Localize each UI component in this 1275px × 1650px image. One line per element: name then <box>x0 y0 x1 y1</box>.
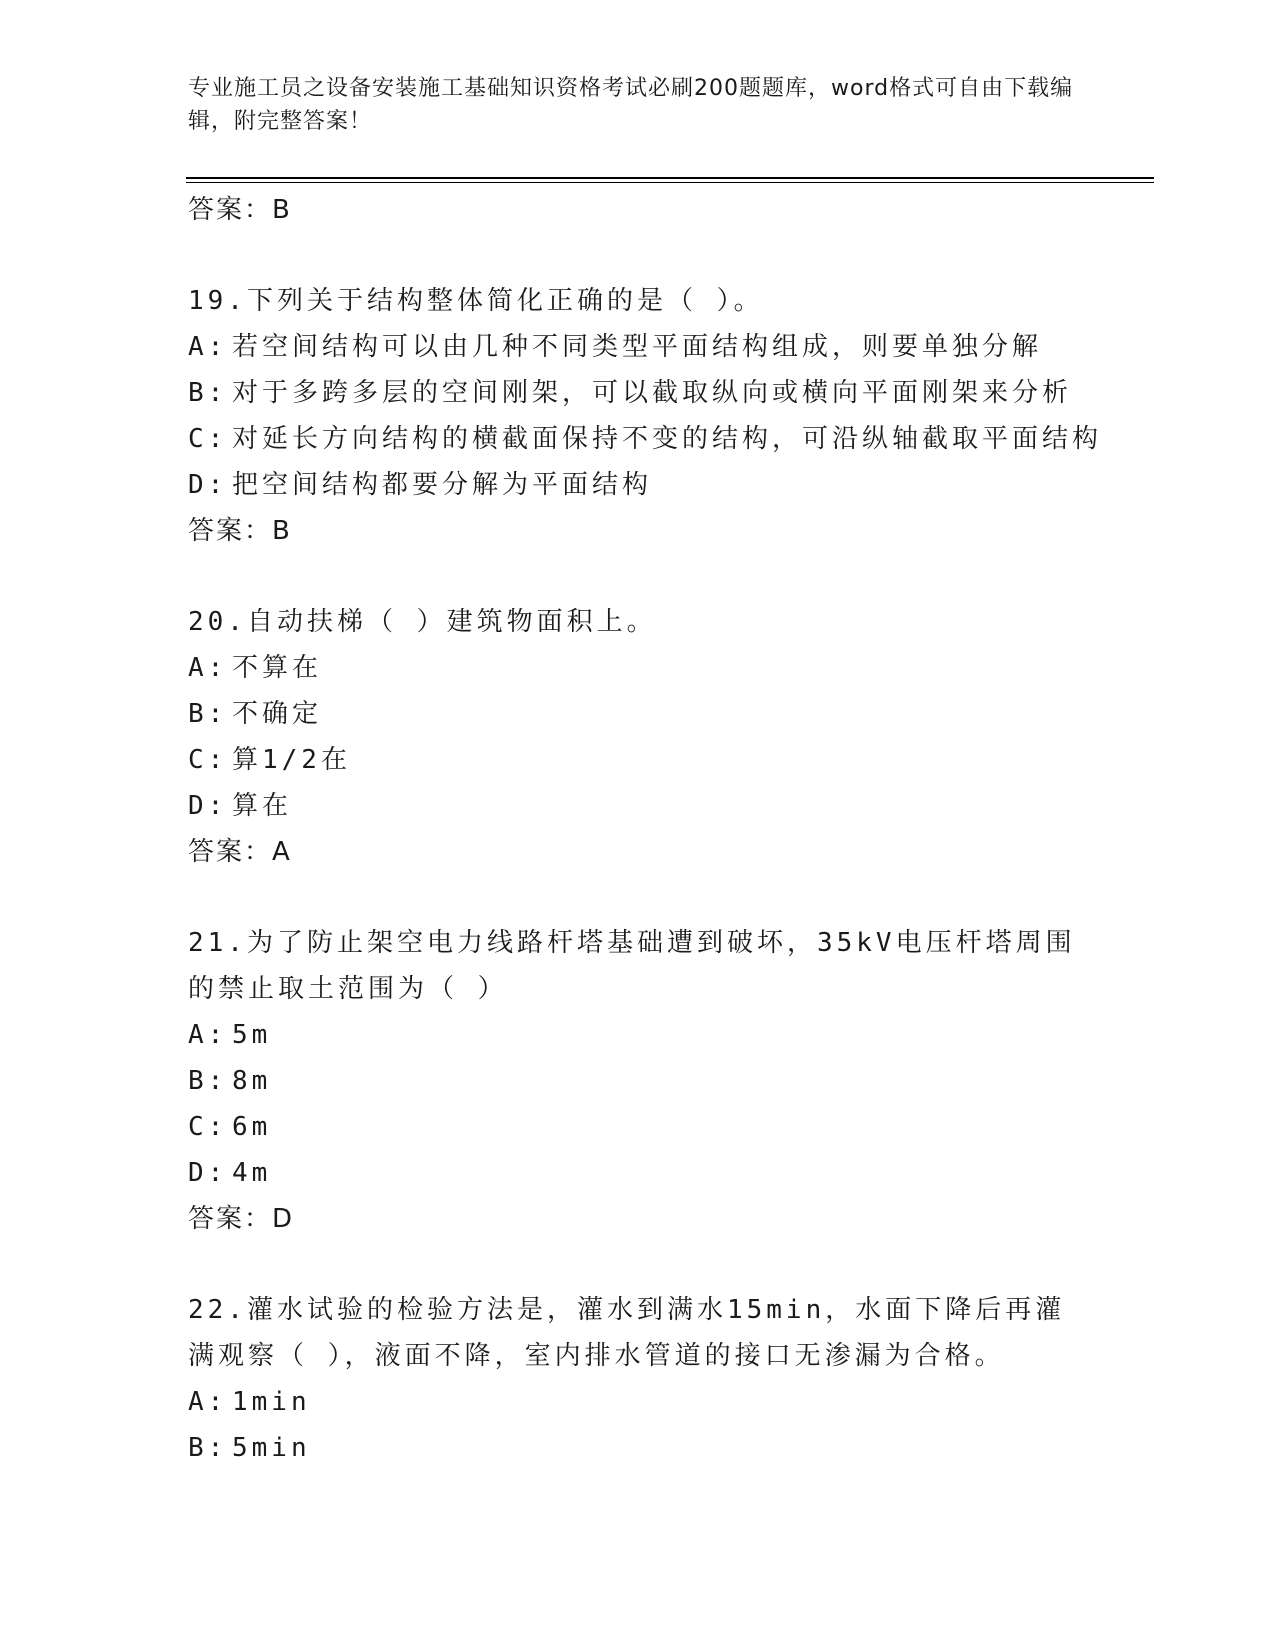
option-text: 8m <box>232 1066 272 1096</box>
option-text: 1min <box>232 1387 311 1417</box>
option-b <box>188 1058 1088 1104</box>
option-text: 算1/2在 <box>232 745 351 775</box>
option-text: 若空间结构可以由几种不同类型平面结构组成，则要单独分解 <box>232 332 1043 362</box>
option-d <box>188 783 1088 829</box>
answer-q18: 答案：B <box>188 195 292 225</box>
answer-q20: 答案：A <box>188 837 292 867</box>
option-b <box>188 1425 1088 1471</box>
spacer <box>188 554 1088 599</box>
option-text: 5min <box>232 1433 311 1463</box>
option-c <box>188 416 1103 462</box>
option-d <box>188 462 1088 508</box>
option-a <box>188 324 1088 370</box>
option-text: 对延长方向结构的横截面保持不变的结构，可沿纵轴截取平面结构 <box>232 424 1103 454</box>
option-a <box>188 645 1088 691</box>
option-text: 4m <box>232 1158 272 1188</box>
option-text: 5m <box>232 1020 272 1050</box>
option-letter: A: <box>188 1387 228 1417</box>
option-text: 不确定 <box>232 699 323 729</box>
option-letter: D: <box>188 791 228 821</box>
option-letter: C: <box>188 1112 228 1142</box>
option-letter: A: <box>188 1020 228 1050</box>
option-letter: A: <box>188 332 228 362</box>
option-letter: D: <box>188 470 228 500</box>
option-text: 把空间结构都要分解为平面结构 <box>232 470 653 500</box>
option-letter: C: <box>188 745 228 775</box>
option-text: 6m <box>232 1112 272 1142</box>
question-21 <box>188 920 1088 1196</box>
option-letter: A: <box>188 653 228 683</box>
option-text: 对于多跨多层的空间刚架，可以截取纵向或横向平面刚架来分析 <box>232 378 1073 408</box>
question-text: 21.为了防止架空电力线路杆塔基础遭到破坏，35kV电压杆塔周围的禁止取土范围为（ ） <box>188 928 1076 1004</box>
document-header: 专业施工员之设备安装施工基础知识资格考试必刷200题题库，word格式可自由下载编辑，附完整答案！ <box>188 76 1074 134</box>
question-text: 19.下列关于结构整体简化正确的是（ ）。 <box>188 286 764 316</box>
option-b <box>188 691 1088 737</box>
option-letter: D: <box>188 1158 228 1188</box>
option-c <box>188 737 1088 783</box>
header-divider-thick <box>186 177 1154 179</box>
option-a <box>188 1379 1088 1425</box>
option-letter: B: <box>188 699 228 729</box>
answer-q19: 答案：B <box>188 516 292 546</box>
question-20 <box>188 599 1088 829</box>
question-22 <box>188 1287 1088 1471</box>
spacer <box>188 875 1088 920</box>
option-letter: B: <box>188 1066 228 1096</box>
option-d <box>188 1150 1088 1196</box>
question-text: 22.灌水试验的检验方法是，灌水到满水15min，水面下降后再灌满观察（ ），液面不降，室内排水管道的接口无渗漏为合格。 <box>188 1295 1066 1371</box>
option-letter: B: <box>188 378 228 408</box>
option-text: 不算在 <box>232 653 323 683</box>
question-19 <box>188 278 1103 508</box>
option-letter: B: <box>188 1433 228 1463</box>
answer-q21: 答案：D <box>188 1204 295 1234</box>
option-letter: C: <box>188 424 228 454</box>
spacer <box>188 1242 1088 1287</box>
question-text: 20.自动扶梯（ ）建筑物面积上。 <box>188 607 657 637</box>
header-divider-thin <box>186 182 1154 183</box>
question-list <box>188 187 1103 1471</box>
option-b <box>188 370 1088 416</box>
option-a <box>188 1012 1088 1058</box>
spacer <box>188 233 1088 278</box>
option-c <box>188 1104 1088 1150</box>
option-text: 算在 <box>232 791 293 821</box>
